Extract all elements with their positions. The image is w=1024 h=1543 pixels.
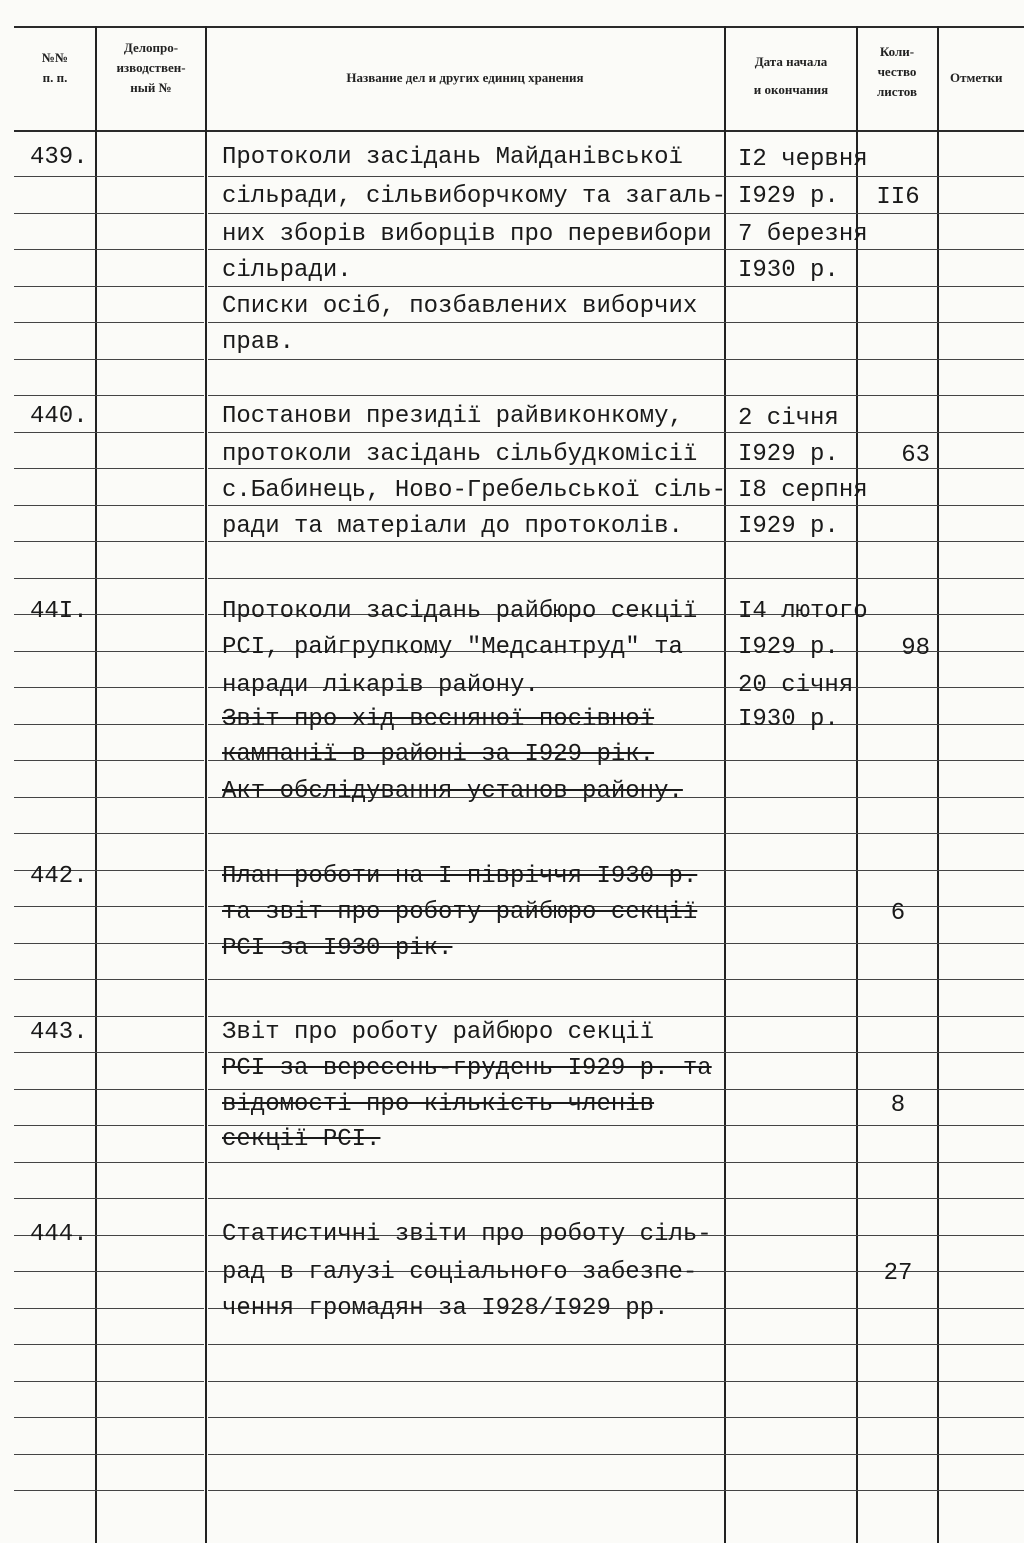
entry-date-line: I929 р. [738, 183, 839, 210]
ruled-line [98, 578, 204, 579]
entry-title-line: Акт обслідування установ району. [222, 778, 683, 805]
ruled-line [14, 176, 98, 177]
ruled-line [98, 249, 204, 250]
entry-title-line: прав. [222, 329, 295, 356]
ruled-line [208, 286, 1024, 287]
entry-leaves-count: 98 [901, 635, 930, 662]
ruled-line [208, 1454, 1024, 1455]
ruled-line [98, 1089, 204, 1090]
entry-date-line: I8 серпня [738, 477, 868, 504]
ruled-line [14, 943, 98, 944]
entry-leaves-count: 27 [883, 1260, 913, 1287]
entry-title-line: наради лікарів району. [222, 672, 539, 699]
ruled-line [98, 614, 204, 615]
ruled-line [98, 1271, 204, 1272]
ruled-line [14, 286, 98, 287]
ruled-line [14, 1344, 98, 1345]
entry-leaves-count: 6 [890, 900, 906, 927]
ruled-line [98, 1198, 204, 1199]
entry-leaves-count: II6 [876, 184, 920, 211]
ruled-line [14, 432, 98, 433]
ruled-line [14, 1198, 98, 1199]
ruled-line [98, 870, 204, 871]
column-divider-3 [724, 26, 726, 1543]
entry-title-line: Звіт про роботу райбюро секції [222, 1019, 655, 1046]
entry-title-line: протоколи засідань сільбудкомісії [222, 441, 698, 468]
ruled-line [14, 213, 98, 214]
ruled-line [14, 1052, 98, 1053]
header-number: №№ п. п. [41, 50, 69, 85]
ruled-line [208, 213, 1024, 214]
ruled-line [14, 395, 98, 396]
header-dates: Дата начала и окончания [753, 54, 829, 97]
header-title: Название дел и других единиц хранения [346, 70, 584, 85]
ruled-line [98, 1381, 204, 1382]
ruled-line [14, 578, 98, 579]
ruled-line [14, 505, 98, 506]
entry-date-line: I930 р. [738, 706, 839, 733]
ruled-line [98, 1454, 204, 1455]
ruled-line [14, 1125, 98, 1126]
entry-title-line: PCI за вересень-грудень I929 р. та [222, 1055, 712, 1082]
ruled-line [98, 1308, 204, 1309]
header-office-number: Делопро- изводствен- ный № [116, 40, 186, 95]
entry-title-line: них зборів виборців про перевибори [222, 221, 712, 248]
ruled-line [14, 797, 98, 798]
ruled-line [14, 906, 98, 907]
ruled-line [98, 1417, 204, 1418]
ruled-line [98, 1490, 204, 1491]
ruled-line [98, 906, 204, 907]
entry-number: 44I. [30, 598, 88, 625]
entry-date-line: 7 березня [738, 221, 868, 248]
entry-title-line: секції PCI. [222, 1126, 381, 1153]
ruled-line [14, 760, 98, 761]
entry-date-line: I930 р. [738, 257, 839, 284]
ruled-line [98, 286, 204, 287]
ruled-line [98, 651, 204, 652]
entry-title-line: Постанови президії райвиконкому, [222, 403, 683, 430]
ruled-line [98, 359, 204, 360]
ruled-line [208, 1417, 1024, 1418]
ruled-line [208, 1198, 1024, 1199]
ruled-line [14, 687, 98, 688]
entry-title-line: сільради. [222, 257, 352, 284]
entry-leaves-count: 8 [890, 1092, 906, 1119]
entry-title-line: План роботи на I півріччя I930 р. [222, 863, 698, 890]
ruled-line [14, 468, 98, 469]
entry-number: 442. [30, 863, 88, 890]
entry-title-line: с.Бабинець, Ново-Гребельської сіль- [222, 477, 727, 504]
header-top-rule [14, 26, 1024, 28]
ruled-line [14, 1162, 98, 1163]
ruled-line [14, 1308, 98, 1309]
column-divider-5 [937, 26, 939, 1543]
ruled-line [14, 1417, 98, 1418]
ruled-line [14, 359, 98, 360]
entry-title-line: PCI за I930 рік. [222, 935, 453, 962]
ruled-line [208, 359, 1024, 360]
ruled-line [14, 833, 98, 834]
ruled-line [14, 541, 98, 542]
ruled-line [14, 724, 98, 725]
header-bottom-rule [14, 130, 1024, 132]
ruled-line [14, 1454, 98, 1455]
entry-number: 444. [30, 1221, 88, 1248]
column-divider-4 [856, 26, 858, 1543]
ruled-line [208, 432, 1024, 433]
entry-date-line: I2 червня [738, 146, 868, 173]
ruled-line [14, 979, 98, 980]
ruled-line [14, 322, 98, 323]
entry-title-line: PCI, райгрупкому "Медсантруд" та [222, 634, 683, 661]
ruled-line [98, 797, 204, 798]
ruled-line [98, 176, 204, 177]
ruled-line [98, 432, 204, 433]
ruled-line [14, 1490, 98, 1491]
entry-title-line: відомості про кількість членів [222, 1091, 655, 1118]
ruled-line [208, 979, 1024, 980]
ruled-line [14, 1271, 98, 1272]
entry-date-line: I929 р. [738, 513, 839, 540]
ruled-line [208, 1162, 1024, 1163]
ruled-line [208, 578, 1024, 579]
ruled-line [98, 541, 204, 542]
ruled-line [98, 1235, 204, 1236]
ruled-line [98, 760, 204, 761]
entry-title-line: чення громадян за I928/I929 рр. [222, 1295, 669, 1322]
ruled-line [98, 395, 204, 396]
column-divider-1 [95, 26, 97, 1543]
ruled-line [98, 1016, 204, 1017]
ruled-line [14, 651, 98, 652]
ruled-line [208, 176, 1024, 177]
entry-number: 439. [30, 144, 88, 171]
entry-title-line: сільради, сільвиборчкому та загаль- [222, 183, 727, 210]
entry-title-line: Протоколи засідань райбюро секції [222, 598, 698, 625]
ruled-line [98, 724, 204, 725]
entry-leaves-count: 63 [901, 442, 930, 469]
ruled-line [98, 833, 204, 834]
entry-date-line: I929 р. [738, 441, 839, 468]
ruled-line [208, 1381, 1024, 1382]
column-divider-2 [205, 26, 207, 1543]
ruled-line [98, 1162, 204, 1163]
ruled-line [208, 322, 1024, 323]
entry-title-line: та звіт про роботу райбюро секції [222, 899, 698, 926]
ruled-line [14, 1089, 98, 1090]
entry-date-line: I929 р. [738, 634, 839, 661]
ruled-line [98, 1125, 204, 1126]
header-leaves: Коли- чество листов [877, 44, 917, 99]
entry-title-line: Статистичні звіти про роботу сіль- [222, 1221, 712, 1248]
ruled-line [98, 979, 204, 980]
ruled-line [208, 1490, 1024, 1491]
ruled-line [208, 833, 1024, 834]
entry-title-line: Списки осіб, позбавлених виборчих [222, 293, 698, 320]
ruled-line [98, 505, 204, 506]
entry-title-line: ради та матеріали до протоколів. [222, 513, 683, 540]
entry-date-line: 2 січня [738, 405, 839, 432]
entry-title-line: Протоколи засідань Майданівської [222, 144, 683, 171]
entry-title-line: кампанії в районі за I929 рік. [222, 741, 655, 768]
ruled-line [14, 249, 98, 250]
ruled-line [98, 468, 204, 469]
ruled-line [98, 1052, 204, 1053]
ruled-line [208, 1344, 1024, 1345]
ruled-line [98, 687, 204, 688]
ruled-line [208, 395, 1024, 396]
entry-title-line: Звіт про хід весняної посівної [222, 706, 655, 733]
ruled-line [98, 943, 204, 944]
ruled-line [98, 213, 204, 214]
ruled-line [98, 322, 204, 323]
ruled-line [14, 1381, 98, 1382]
ruled-line [98, 1344, 204, 1345]
entry-title-line: рад в галузі соціального забезпе- [222, 1259, 698, 1286]
entry-date-line: I4 лютого [738, 598, 868, 625]
header-notes: Отметки [950, 70, 1003, 85]
entry-number: 440. [30, 403, 88, 430]
entry-date-line: 20 січня [738, 672, 854, 699]
entry-number: 443. [30, 1019, 88, 1046]
